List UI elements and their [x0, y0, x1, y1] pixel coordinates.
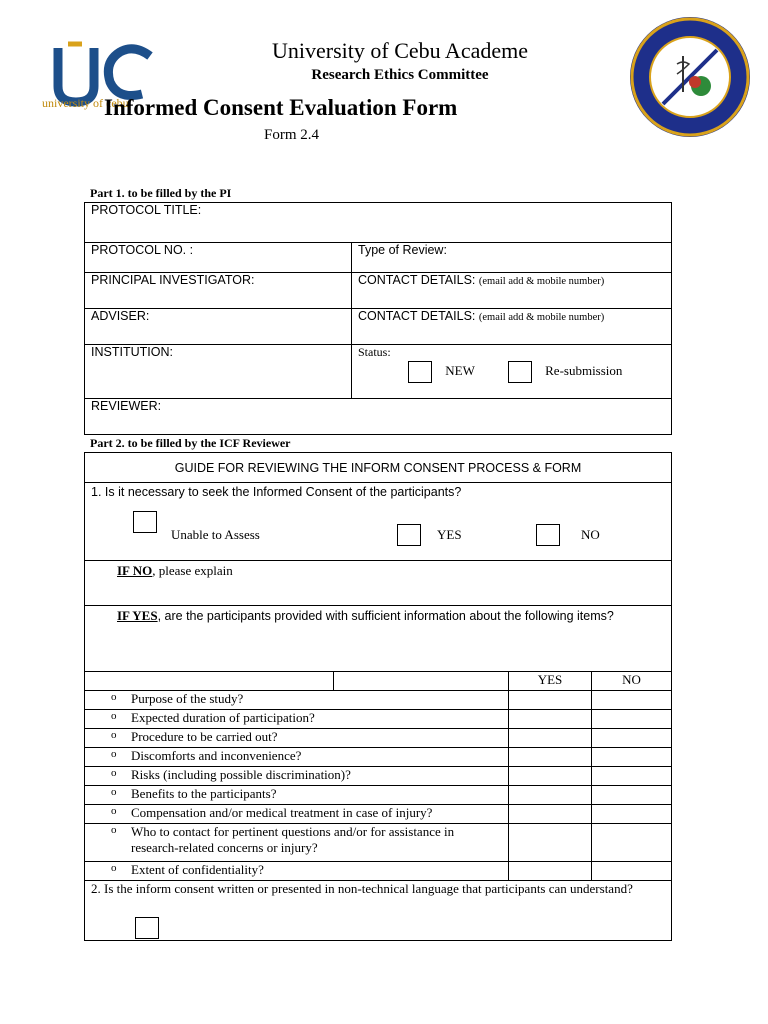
- item-yes-cell[interactable]: [509, 710, 592, 729]
- if-no-row[interactable]: [85, 561, 672, 606]
- item-text: Who to contact for pertinent questions and/or for assistance in research-related concerns or injury?: [131, 824, 455, 855]
- status-resubmission-label: Re-submission: [545, 362, 623, 378]
- q2-checkbox[interactable]: [135, 917, 159, 939]
- contact-details-label: CONTACT DETAILS:: [358, 309, 476, 323]
- col-no-header: NO: [592, 672, 672, 691]
- table-row: [85, 729, 672, 748]
- unable-to-assess-checkbox[interactable]: [133, 511, 157, 533]
- item-label-cell: [85, 786, 509, 805]
- adviser-label: ADVISER:: [91, 309, 150, 323]
- item-no-cell[interactable]: [592, 729, 672, 748]
- unable-to-assess-label: Unable to Assess: [171, 527, 260, 542]
- q1-yes-label: YES: [437, 527, 462, 542]
- reviewer-field[interactable]: [85, 399, 672, 435]
- items-header-row: [85, 672, 672, 691]
- item-no-cell[interactable]: [592, 824, 672, 862]
- reviewer-label: REVIEWER:: [91, 399, 162, 413]
- contact-details-label: CONTACT DETAILS:: [358, 273, 476, 287]
- item-text: Purpose of the study?: [131, 691, 244, 706]
- item-yes-cell[interactable]: [509, 824, 592, 862]
- item-text: Risks (including possible discrimination)?: [131, 767, 351, 782]
- table-row: [85, 862, 672, 881]
- institution-label: INSTITUTION:: [91, 345, 173, 359]
- table-row: [85, 786, 672, 805]
- item-text: Extent of confidentiality?: [131, 862, 264, 877]
- item-text: Procedure to be carried out?: [131, 729, 278, 744]
- part2-label: Part 2. to be filled by the ICF Reviewer: [90, 436, 291, 450]
- contact-hint: (email add & mobile number): [478, 276, 605, 287]
- item-yes-cell[interactable]: [509, 691, 592, 710]
- bullet-icon: o: [111, 786, 117, 798]
- ethics-committee-seal: [625, 12, 755, 142]
- q2-text: 2. Is the inform consent written or presented in non-technical language that participants can understand?: [91, 881, 633, 896]
- item-yes-cell[interactable]: [509, 729, 592, 748]
- protocol-title-label: PROTOCOL TITLE:: [91, 203, 202, 217]
- adviser-field[interactable]: [85, 309, 352, 345]
- item-text: Benefits to the participants?: [131, 786, 277, 801]
- status-resubmission-checkbox[interactable]: [508, 361, 532, 383]
- bullet-icon: o: [111, 862, 117, 874]
- q1-no-label: NO: [581, 527, 600, 542]
- part2-table: [84, 452, 672, 941]
- pi-contact-field[interactable]: [352, 273, 672, 309]
- type-of-review-label: Type of Review:: [358, 243, 447, 257]
- status-new-checkbox[interactable]: [408, 361, 432, 383]
- part1-table: [84, 202, 672, 435]
- q1-text: 1. Is it necessary to seek the Informed Consent of the participants?: [91, 485, 462, 499]
- col-yes-header: YES: [509, 672, 592, 691]
- status-new-label: NEW: [445, 362, 475, 378]
- item-text: Expected duration of participation?: [131, 710, 315, 725]
- form-number: Form 2.4: [264, 127, 320, 143]
- item-yes-cell[interactable]: [509, 862, 592, 881]
- guide-header: GUIDE FOR REVIEWING THE INFORM CONSENT PROCESS & FORM: [85, 453, 672, 483]
- item-yes-cell[interactable]: [509, 786, 592, 805]
- q1-no-checkbox[interactable]: [536, 524, 560, 546]
- table-row: [85, 710, 672, 729]
- protocol-no-label: PROTOCOL NO. :: [91, 243, 194, 257]
- institution-field[interactable]: [85, 345, 352, 399]
- table-row: [85, 824, 672, 862]
- item-no-cell[interactable]: [592, 748, 672, 767]
- bullet-icon: o: [111, 767, 117, 779]
- committee-name: Research Ethics Committee: [311, 67, 489, 83]
- if-yes-label: IF YES: [117, 608, 158, 623]
- item-yes-cell[interactable]: [509, 805, 592, 824]
- bullet-icon: o: [111, 710, 117, 722]
- q2-row: [85, 881, 672, 941]
- item-no-cell[interactable]: [592, 767, 672, 786]
- item-yes-cell[interactable]: [509, 767, 592, 786]
- item-no-cell[interactable]: [592, 862, 672, 881]
- table-row: [85, 691, 672, 710]
- item-yes-cell[interactable]: [509, 748, 592, 767]
- if-yes-row: [85, 606, 672, 672]
- bullet-icon: o: [111, 729, 117, 741]
- item-label-cell: [85, 862, 509, 881]
- q1-yes-checkbox[interactable]: [397, 524, 421, 546]
- item-text: Discomforts and inconvenience?: [131, 748, 302, 763]
- type-of-review-field[interactable]: [352, 243, 672, 273]
- item-label-cell: [85, 824, 509, 862]
- item-no-cell[interactable]: [592, 805, 672, 824]
- item-no-cell[interactable]: [592, 691, 672, 710]
- if-no-rest: , please explain: [152, 563, 233, 578]
- table-row: [85, 805, 672, 824]
- item-no-cell[interactable]: [592, 710, 672, 729]
- form-title: Informed Consent Evaluation Form: [104, 95, 458, 120]
- item-label-cell: [85, 767, 509, 786]
- org-name: University of Cebu Academe: [272, 38, 528, 63]
- item-label-cell: [85, 710, 509, 729]
- protocol-no-field[interactable]: [85, 243, 352, 273]
- bullet-icon: o: [111, 824, 117, 836]
- table-row: [85, 748, 672, 767]
- if-no-label: IF NO: [117, 563, 153, 578]
- logo-subtext: university of cebu: [42, 96, 129, 110]
- part1-label: Part 1. to be filled by the PI: [90, 186, 232, 200]
- table-row: [85, 767, 672, 786]
- bullet-icon: o: [111, 748, 117, 760]
- adviser-contact-field[interactable]: [352, 309, 672, 345]
- status-label: Status:: [358, 345, 391, 359]
- status-field: [352, 345, 672, 399]
- item-text: Compensation and/or medical treatment in case of injury?: [131, 805, 433, 820]
- item-label-cell: [85, 748, 509, 767]
- bullet-icon: o: [111, 805, 117, 817]
- if-yes-rest: , are the participants provided with sufficient information about the following items?: [157, 609, 614, 623]
- item-label-cell: [85, 805, 509, 824]
- item-label-cell: [85, 729, 509, 748]
- bullet-icon: o: [111, 691, 117, 703]
- protocol-title-field[interactable]: [85, 203, 672, 243]
- principal-investigator-field[interactable]: [85, 273, 352, 309]
- principal-investigator-label: PRINCIPAL INVESTIGATOR:: [91, 273, 255, 287]
- item-no-cell[interactable]: [592, 786, 672, 805]
- item-label-cell: [85, 691, 509, 710]
- contact-hint: (email add & mobile number): [478, 312, 605, 323]
- q1-row: [85, 483, 672, 561]
